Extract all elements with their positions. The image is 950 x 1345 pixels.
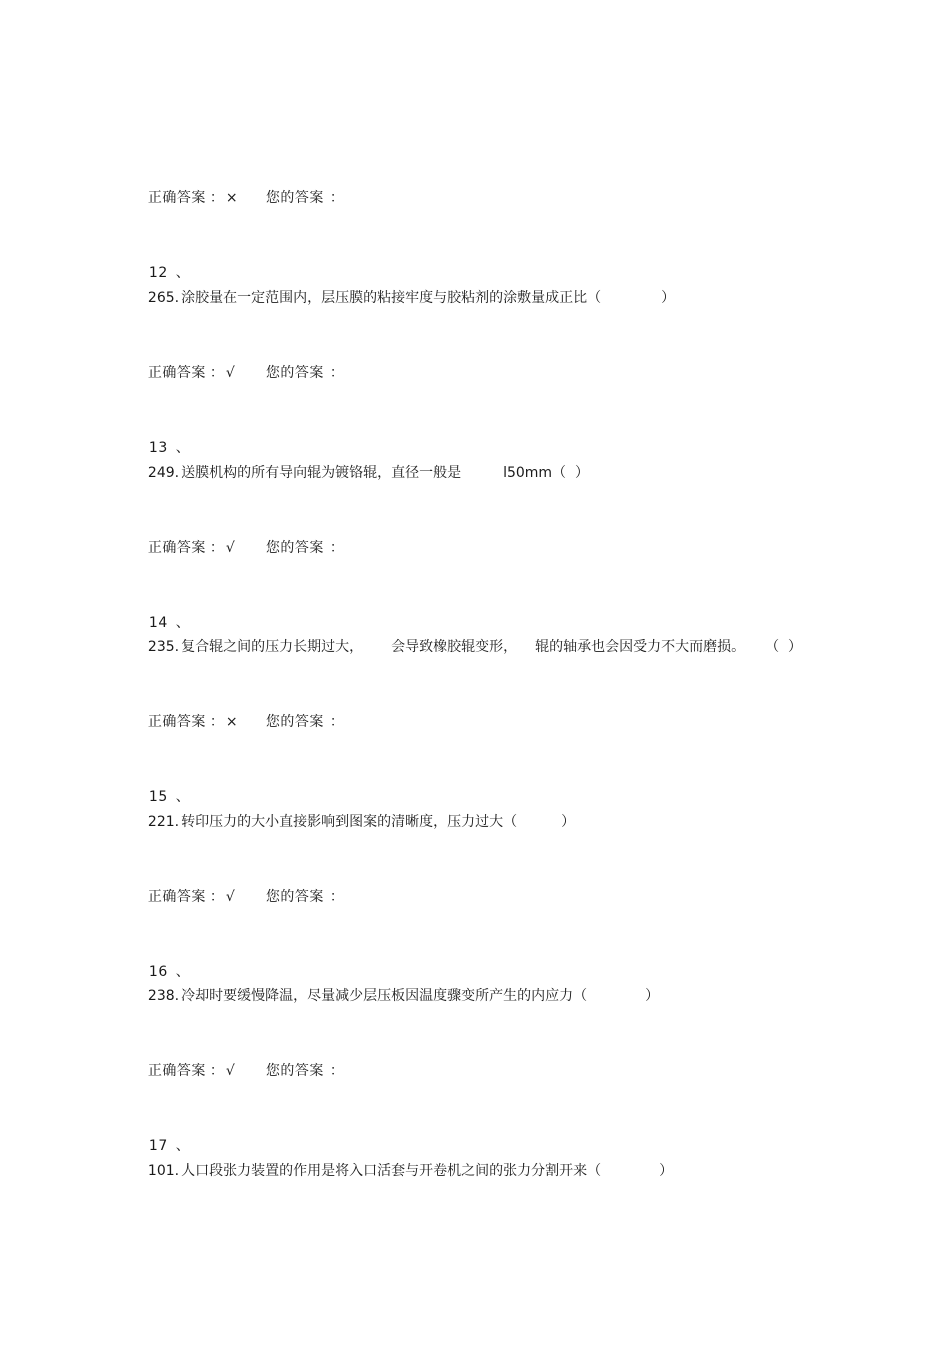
answer-line — [139, 692, 344, 730]
question-number: 238. — [147, 988, 180, 1004]
question-index-number: 13 — [148, 440, 168, 456]
question-close-paren: ） — [561, 814, 576, 830]
question-index — [139, 243, 191, 281]
your-answer-label: 您的答案 — [265, 190, 324, 206]
correct-answer-value: √ — [225, 889, 235, 905]
colon: ： — [209, 540, 224, 556]
separator: 、 — [175, 789, 191, 805]
colon: ： — [209, 714, 224, 730]
question-number: 101. — [147, 1163, 180, 1179]
question-index-number: 15 — [148, 789, 168, 805]
question-body-part: l50mm（ ） — [503, 465, 589, 481]
question-body: 复合辊之间的压力长期过大， — [181, 639, 364, 655]
question-body: 涂胶量在一定范围内，层压膜的粘接牢度与胶粘剂的涂敷量成正比（ — [181, 290, 602, 306]
question-close-paren: （ ） — [765, 639, 802, 655]
correct-answer-value: √ — [225, 1063, 235, 1079]
question-text — [139, 617, 802, 655]
your-answer-label: 您的答案 — [265, 540, 324, 556]
question-body: 转印压力的大小直接影响到图案的清晰度，压力过大（ — [181, 814, 518, 830]
question-index-number: 16 — [148, 964, 168, 980]
question-index-number: 17 — [148, 1138, 168, 1154]
question-close-paren: ） — [659, 1163, 674, 1179]
colon: ： — [329, 190, 344, 206]
colon: ： — [329, 540, 344, 556]
question-body: 冷却时要缓慢降温，尽量减少层压板因温度骤变所产生的内应力（ — [181, 988, 588, 1004]
answer-line — [139, 867, 344, 905]
correct-answer-value: × — [225, 190, 238, 206]
correct-answer-label: 正确答案 — [147, 365, 206, 381]
separator: 、 — [175, 440, 191, 456]
correct-answer-label: 正确答案 — [147, 540, 206, 556]
correct-answer-value: √ — [225, 540, 235, 556]
question-text — [139, 1141, 674, 1179]
correct-answer-label: 正确答案 — [147, 889, 206, 905]
correct-answer-value: √ — [225, 365, 235, 381]
your-answer-label: 您的答案 — [265, 889, 324, 905]
answer-line — [139, 168, 344, 206]
question-text — [139, 443, 589, 481]
colon: ： — [209, 190, 224, 206]
question-index-number: 14 — [148, 615, 168, 631]
question-number: 265. — [147, 290, 180, 306]
colon: ： — [329, 365, 344, 381]
colon: ： — [209, 365, 224, 381]
question-index-number: 12 — [148, 265, 168, 281]
question-text — [139, 792, 576, 830]
your-answer-label: 您的答案 — [265, 714, 324, 730]
question-index — [139, 593, 191, 631]
correct-answer-label: 正确答案 — [147, 714, 206, 730]
question-body: 送膜机构的所有导向辊为镀铬辊，直径一般是 — [181, 465, 462, 481]
question-body: 人口段张力装置的作用是将入口活套与开卷机之间的张力分割开来（ — [181, 1163, 602, 1179]
your-answer-label: 您的答案 — [265, 1063, 324, 1079]
question-body-part: 会导致橡胶辊变形， — [391, 639, 518, 655]
question-index — [139, 942, 191, 980]
answer-line — [139, 518, 344, 556]
question-close-paren: ） — [661, 290, 676, 306]
question-close-paren: ） — [645, 988, 660, 1004]
question-text — [139, 268, 676, 306]
question-index — [139, 767, 191, 805]
separator: 、 — [175, 615, 191, 631]
separator: 、 — [175, 1138, 191, 1154]
separator: 、 — [175, 964, 191, 980]
colon: ： — [209, 1063, 224, 1079]
separator: 、 — [175, 265, 191, 281]
question-body-part: 辊的轴承也会因受力不大而磨损。 — [535, 639, 746, 655]
correct-answer-label: 正确答案 — [147, 1063, 206, 1079]
question-number: 249. — [147, 465, 180, 481]
answer-line — [139, 1041, 344, 1079]
colon: ： — [329, 889, 344, 905]
question-number: 235. — [147, 639, 180, 655]
colon: ： — [209, 889, 224, 905]
colon: ： — [329, 1063, 344, 1079]
colon: ： — [329, 714, 344, 730]
correct-answer-value: × — [225, 714, 238, 730]
question-index — [139, 1116, 191, 1154]
question-text — [139, 966, 660, 1004]
correct-answer-label: 正确答案 — [147, 190, 206, 206]
question-index — [139, 418, 191, 456]
answer-line — [139, 343, 344, 381]
your-answer-label: 您的答案 — [265, 365, 324, 381]
question-number: 221. — [147, 814, 180, 830]
